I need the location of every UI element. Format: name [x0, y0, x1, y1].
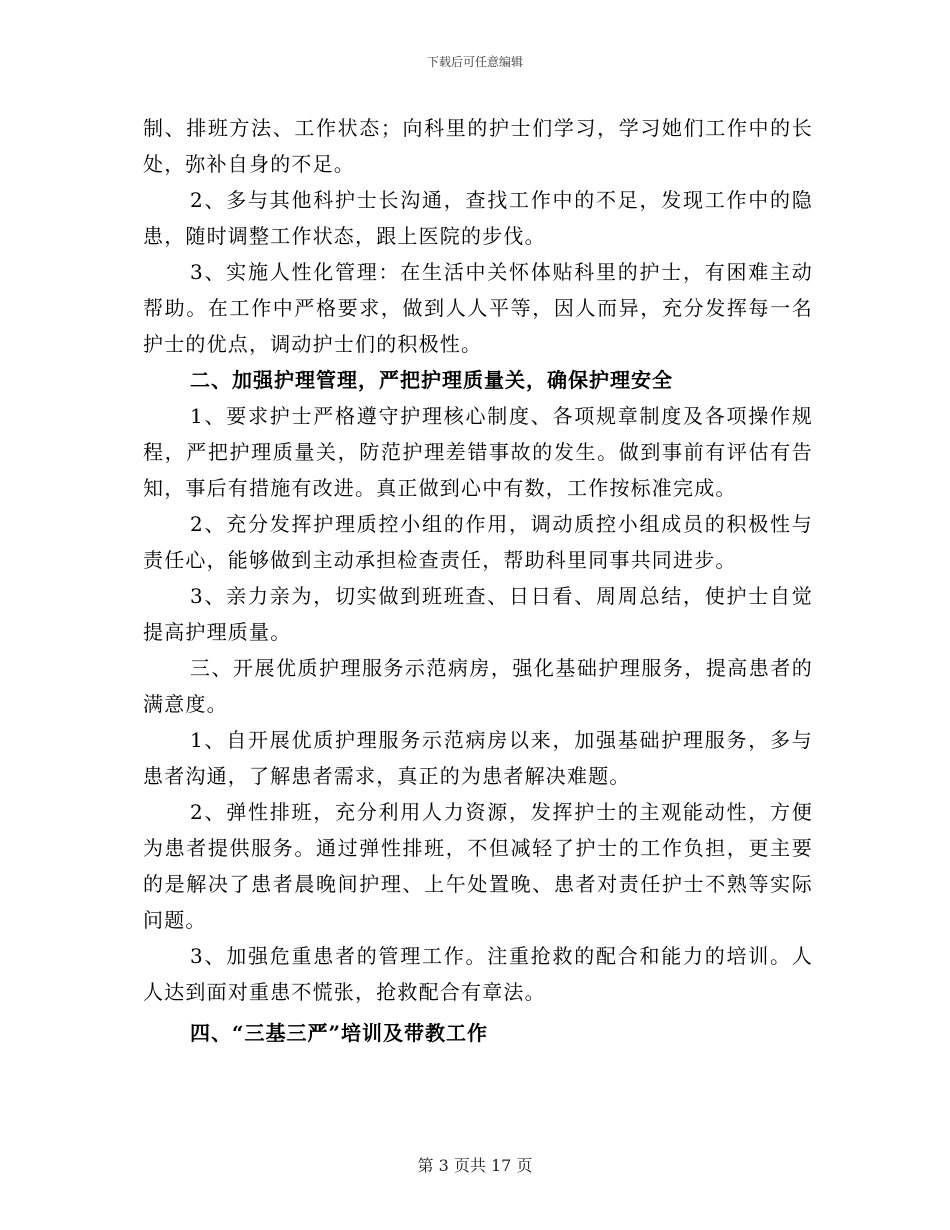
body-paragraph-2: 2、多与其他科护士长沟通，查找工作中的不足，发现工作中的隐患，随时调整工作状态，跟上医院的步伐。	[143, 188, 813, 248]
body-paragraph-3: 3、实施人性化管理：在生活中关怀体贴科里的护士，有困难主动帮助。在工作中严格要求，做到人人平等，因人而异，充分发挥每一名护士的优点，调动护士们的积极性。	[143, 260, 813, 356]
body-paragraph-8: 1、自开展优质护理服务示范病房以来，加强基础护理服务，多与患者沟通，了解患者需求，真正的为患者解决难题。	[143, 728, 813, 788]
body-paragraph-5: 2、充分发挥护理质控小组的作用，调动质控小组成员的积极性与责任心，能够做到主动承担检查责任，帮助科里同事共同进步。	[143, 512, 813, 572]
section-heading-3: 三、开展优质护理服务示范病房，强化基础护理服务，提高患者的满意度。	[143, 656, 813, 716]
page-header: 下载后可任意编辑	[426, 55, 523, 69]
page-footer: 第 3 页共 17 页	[417, 1156, 533, 1175]
body-paragraph-9: 2、弹性排班，充分利用人力资源，发挥护士的主观能动性，方便为患者提供服务。通过弹性排班，不但减轻了护士的工作负担，更主要的是解决了患者晨晚间护理、上午处置晚、患者对责任护士不熟等实际问题。	[143, 800, 813, 932]
body-paragraph-10: 3、加强危重患者的管理工作。注重抢救的配合和能力的培训。人人达到面对重患不慌张，抢救配合有章法。	[143, 944, 813, 1004]
section-heading-4: 四、“三基三严”培训及带教工作	[190, 1021, 489, 1045]
body-paragraph-4: 1、要求护士严格遵守护理核心制度、各项规章制度及各项操作规程，严把护理质量关，防范护理差错事故的发生。做到事前有评估有告知，事后有措施有改进。真正做到心中有数，工作按标准完成。	[143, 404, 813, 500]
section-heading-2: 二、加强护理管理，严把护理质量关，确保护理安全	[190, 368, 673, 392]
body-paragraph-1: 制、排班方法、工作状态；向科里的护士们学习，学习她们工作中的长处，弥补自身的不足。	[143, 116, 813, 176]
body-paragraph-6: 3、亲力亲为，切实做到班班查、日日看、周周总结，使护士自觉提高护理质量。	[143, 584, 813, 644]
document-body	[143, 110, 813, 1051]
